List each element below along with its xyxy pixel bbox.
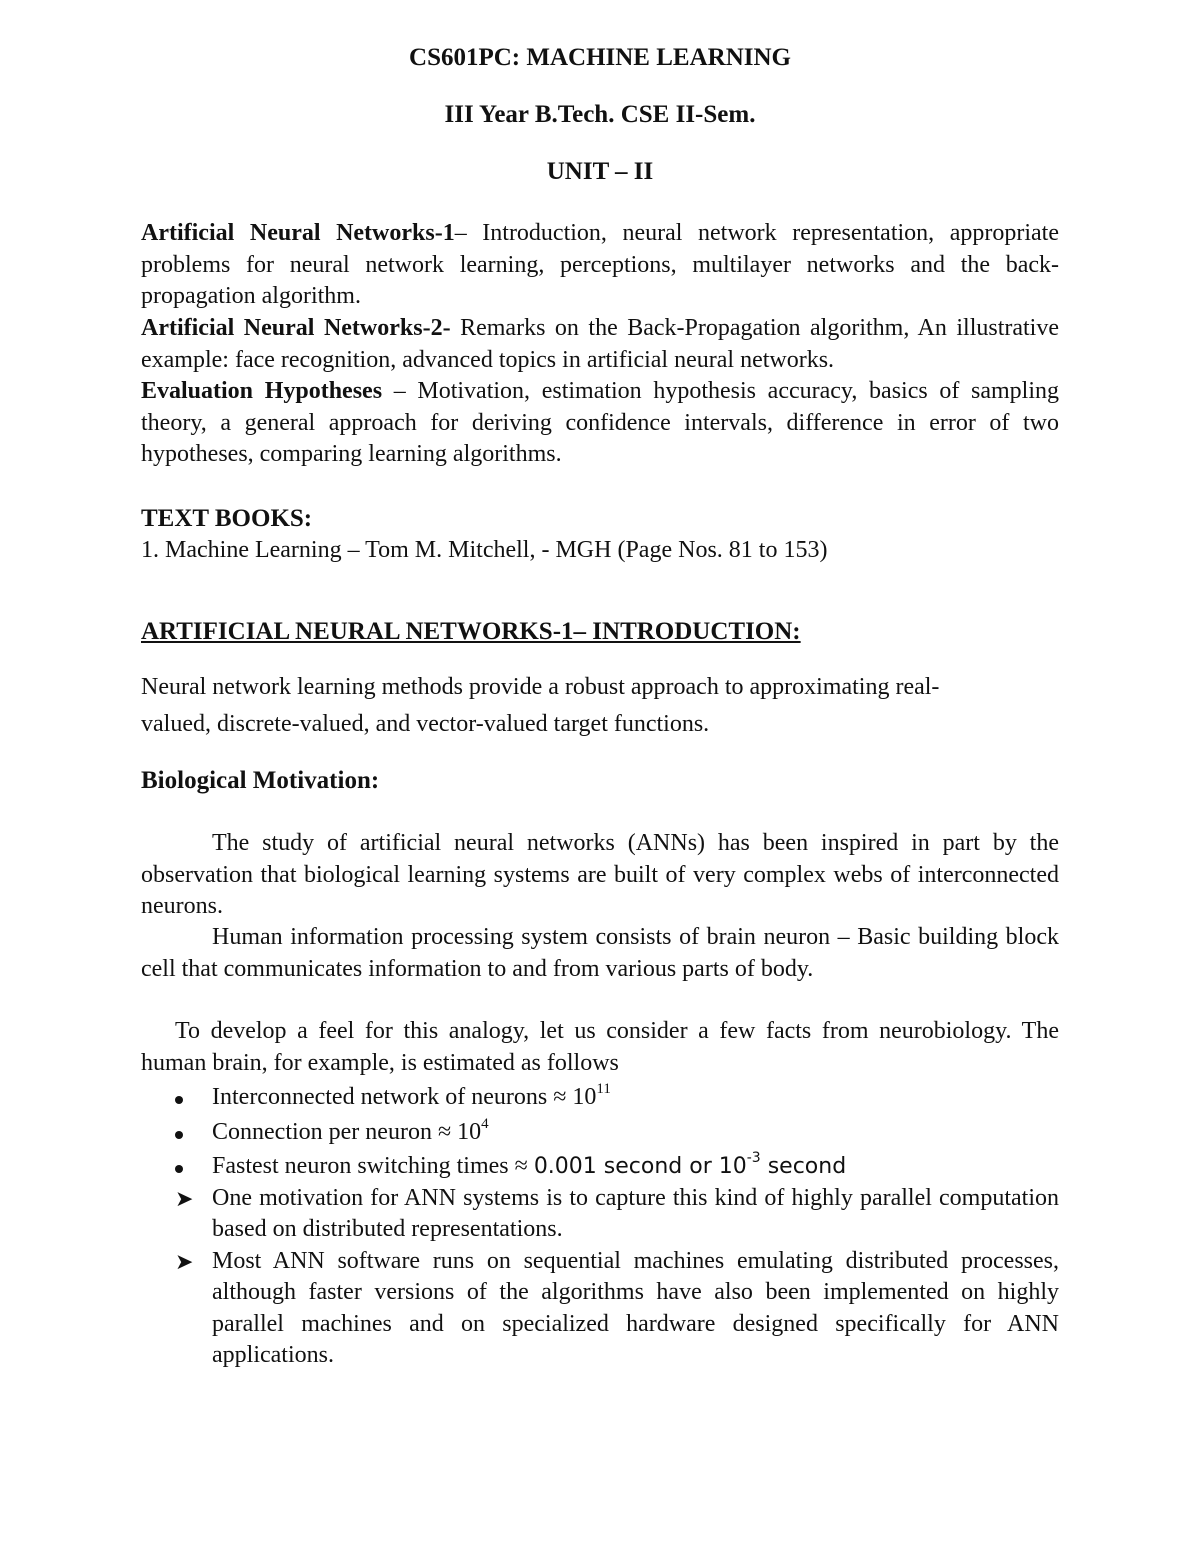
list-item: Interconnected network of neurons ≈ $10^{11}$ (141, 1082, 1059, 1114)
syllabus-ann2 (141, 313, 1059, 376)
list-item: ➤ Most ANN software runs on sequential machines emulating distributed processes, although faster versions of the algorithms have also been implemented on highly parallel machines and on specialized hardware designed specifically for ANN applications. (175, 1247, 1059, 1368)
year-semester: III Year B.Tech. CSE II-Sem. (444, 101, 756, 128)
arrowhead-icon: ➤ (175, 1248, 194, 1274)
arrowhead-icon: ➤ (175, 1185, 194, 1211)
bullet-icon (175, 1117, 205, 1149)
syllabus-ann1 (141, 218, 1059, 313)
bullet-icon (175, 1082, 205, 1114)
list-item: ➤ One motivation for ANN systems is to capture this kind of highly parallel computation based on distributed representations. (175, 1184, 1059, 1242)
syllabus-eval (141, 376, 1059, 471)
list-item: Connection per neuron ≈ $10^4$ (141, 1117, 1059, 1149)
bio-paragraph-2: Human information processing system consists of brain neuron – Basic building block cell that communicates information to and from various parts of body. (141, 924, 1059, 982)
bullet-icon (175, 1151, 205, 1183)
syllabus-ann2-label: Artificial Neural Networks-2- (141, 315, 451, 341)
bio-heading: Biological Motivation: (141, 767, 380, 794)
syllabus-ann1-label: Artificial Neural Networks-1 (141, 220, 455, 246)
bio-paragraph-1: The study of artificial neural networks (ANNs) has been inspired in part by the observation that biological learning systems are built of very complex webs of interconnected neurons. (141, 830, 1059, 919)
syllabus-eval-text: – Motivation, estimation hypothesis accuracy, basics of sampling theory, a general approach for deriving confidence intervals, difference in error of two hypotheses, comparing learning algorithms. (141, 378, 1060, 467)
unit-title: UNIT – II (546, 158, 654, 185)
neuro-facts-list (141, 1082, 1059, 1372)
syllabus-ann2-text: Remarks on the Back-Propagation algorithm, An illustrative example: face recognition, advanced topics in artificial neural networks. (141, 315, 1060, 373)
syllabus-ann1-text: – Introduction, neural network representation, appropriate problems for neural network learning, perceptions, multilayer networks and the back-propagation algorithm. (141, 220, 1059, 309)
intro-heading: ARTIFICIAL NEURAL NETWORKS-1– INTRODUCTION: (141, 618, 801, 645)
textbook-item: 1. Machine Learning – Tom M. Mitchell, - MGH (Page Nos. 81 to 153) (141, 537, 828, 563)
list-item: Fastest neuron switching times ≈ 0.001 second or $10^{-3}$ second (141, 1151, 1059, 1183)
course-title: CS601PC: MACHINE LEARNING (409, 44, 791, 71)
textbooks-heading: TEXT BOOKS: (141, 505, 313, 532)
intro-line-2: valued, discrete-valued, and vector-valued target functions. (141, 711, 710, 737)
intro-line-1: Neural network learning methods provide a robust approach to approximating real- (141, 674, 940, 700)
syllabus-eval-label: Evaluation Hypotheses (141, 378, 383, 404)
bio-paragraph-3: To develop a feel for this analogy, let us consider a few facts from neurobiology. The human brain, for example, is estimated as follows (141, 1018, 1059, 1076)
